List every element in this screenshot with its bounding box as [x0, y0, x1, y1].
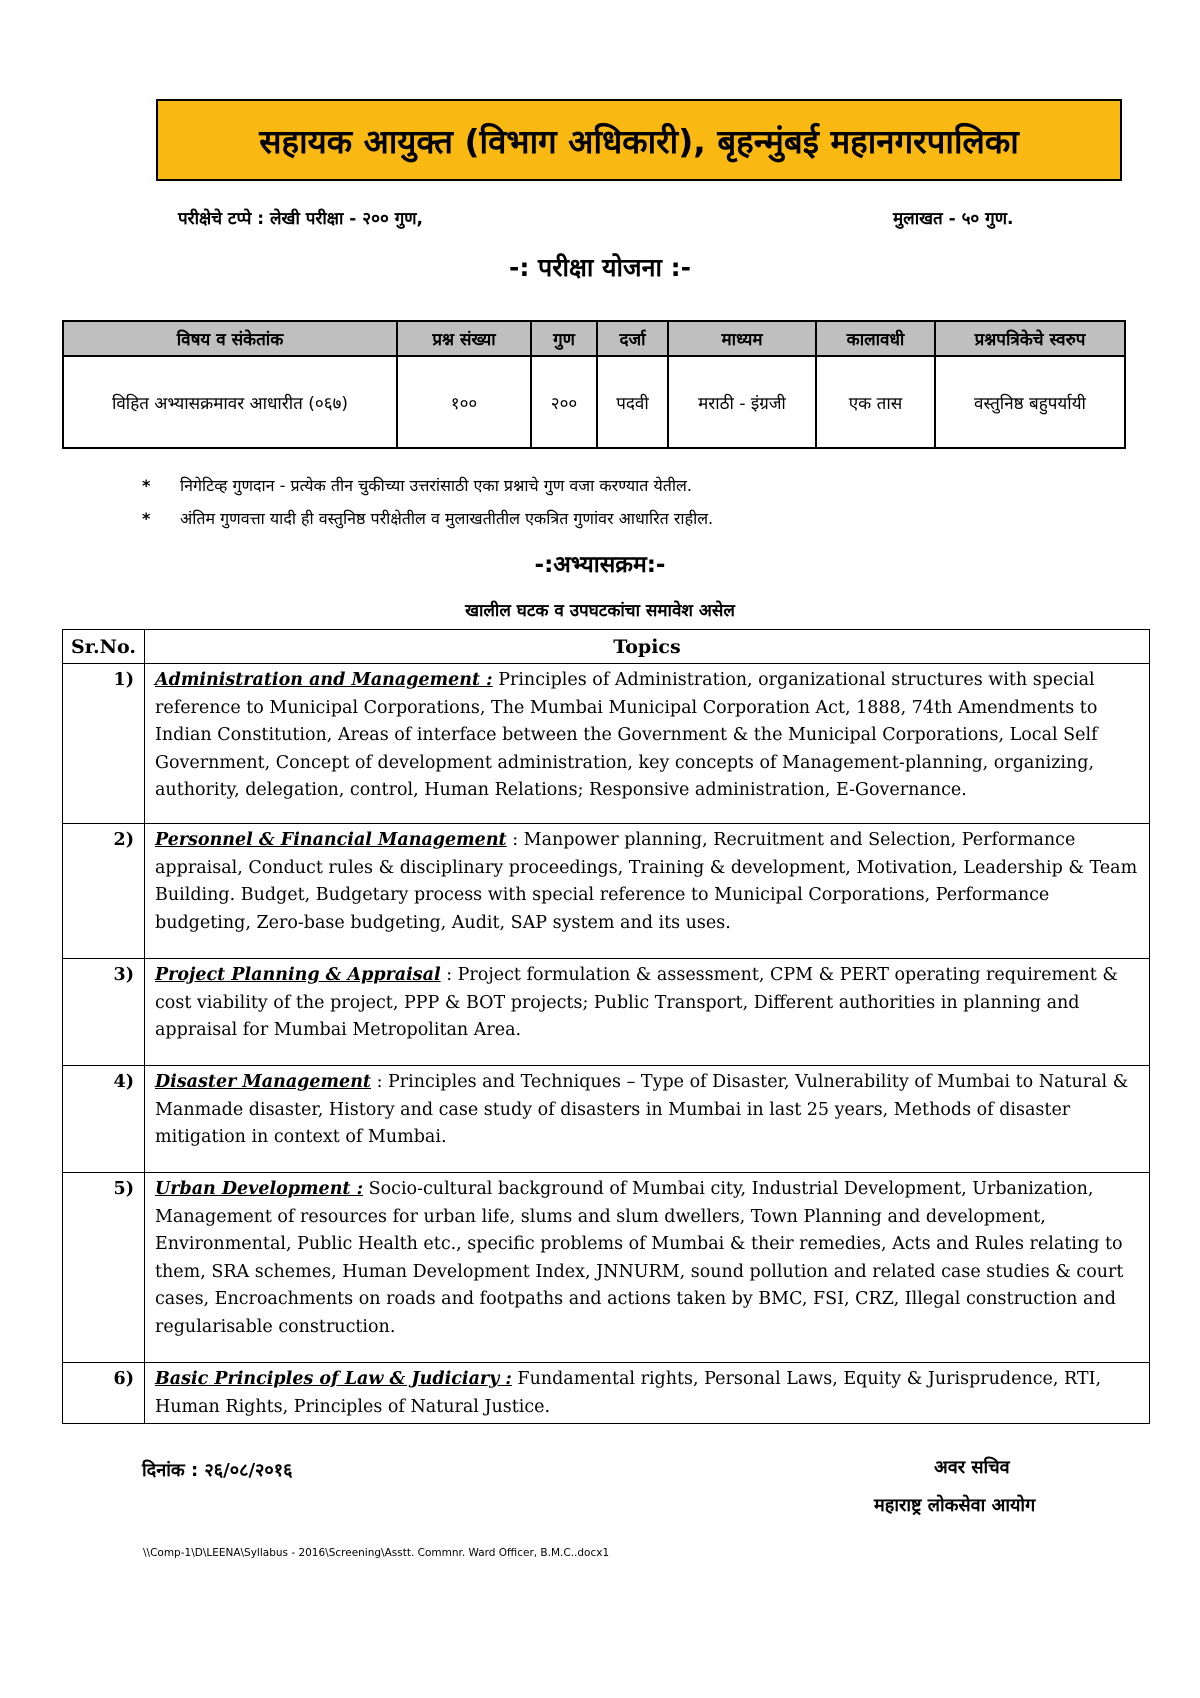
topic-title: Disaster Management: [155, 1072, 371, 1092]
scheme-cell-standard: पदवी: [597, 356, 668, 448]
syllabus-header-row: [63, 630, 1150, 664]
topic-text: : Principles and Techniques – Type of Disaster, Vulnerability of Mumbai to Natural & Manmade disaster, History and case study of disasters in Mumbai in last 25 years, Methods of disaster mitigation in context of Mumbai.: [155, 1072, 1129, 1147]
row-srno: 6): [63, 1363, 145, 1424]
scheme-header-standard: दर्जा: [597, 321, 668, 356]
syllabus-table: [62, 629, 1150, 1424]
topic-title: Administration and Management :: [155, 670, 493, 690]
scheme-cell-subject: विहित अभ्यासक्रमावर आधारीत (०६७): [63, 356, 397, 448]
topic-title: Urban Development :: [155, 1179, 364, 1199]
scheme-header-medium: माध्यम: [668, 321, 816, 356]
row-topic: [145, 664, 1150, 824]
row-srno: 1): [63, 664, 145, 824]
note-bullet: *: [142, 509, 151, 528]
topic-text: Fundamental rights, Personal Laws, Equity & Jurisprudence, RTI, Human Rights, Principles of Natural Justice.: [155, 1369, 1102, 1417]
scheme-header-marks: गुण: [531, 321, 597, 356]
row-topic: [145, 959, 1150, 1066]
topic-text: Principles of Administration, organizational structures with special reference to Municipal Corporations, The Mumbai Municipal Corporation Act, 1888, 74th Amendments to Indian Constitution, Areas of interface between the Government & the Municipal Corporations, Local Self Government, Concept of development administration, key concepts of Management-planning, organizing, authority, delegation, control, Human Relations; Responsive administration, E-Governance.: [155, 670, 1098, 800]
scheme-cell-marks: २००: [531, 356, 597, 448]
scheme-header-subject: विषय व संकेतांक: [63, 321, 397, 356]
topic-title: Personnel & Financial Management: [155, 830, 507, 850]
row-topic: [145, 824, 1150, 959]
table-row: [63, 1066, 1150, 1173]
row-srno: 3): [63, 959, 145, 1066]
table-row: [63, 1173, 1150, 1363]
scheme-cell-medium: मराठी - इंग्रजी: [668, 356, 816, 448]
scheme-header-row: [63, 321, 1125, 356]
scheme-data-row: [63, 356, 1125, 448]
row-srno: 2): [63, 824, 145, 959]
scheme-cell-format: वस्तुनिष्ठ बहुपर्यायी: [935, 356, 1125, 448]
exam-scheme-table: [62, 320, 1126, 449]
syllabus-heading: -:अभ्यासक्रम:-: [534, 552, 666, 578]
note-text: निगेटिव्ह गुणदान - प्रत्येक तीन चुकीच्या उत्तरांसाठी एका प्रश्नाचे गुण वजा करण्यात येतील.: [180, 476, 692, 495]
topic-text: Socio-cultural background of Mumbai city, Industrial Development, Urbanization, Management of resources for urban life, slums and slum dwellers, Town Planning and development, Environmental, Public Health etc., specific problems of Mumbai & their remedies, Acts and Rules relating to them, SRA schemes, Human Development Index, JNNURM, sound pollution and related case studies & court cases, Encroachments on roads and footpaths and actions taken by BMC, FSI, CRZ, Illegal construction and regularisable construction.: [155, 1179, 1124, 1337]
scheme-cell-questions: १००: [397, 356, 531, 448]
exam-stages-interview: मुलाखत - ५० गुण.: [893, 209, 1014, 229]
syllabus-subheading: खालील घटक व उपघटकांचा समावेश असेल: [465, 601, 735, 621]
table-row: [63, 1363, 1150, 1424]
scheme-header-duration: कालावधी: [816, 321, 935, 356]
issue-date: दिनांक : २६/०८/२०१६: [142, 1460, 293, 1481]
scheme-heading: -: परीक्षा योजना :-: [508, 253, 692, 282]
scheme-cell-duration: एक तास: [816, 356, 935, 448]
topic-title: Basic Principles of Law & Judiciary :: [155, 1369, 512, 1389]
scheme-header-questions: प्रश्न संख्या: [397, 321, 531, 356]
row-srno: 4): [63, 1066, 145, 1173]
document-title-box: [156, 99, 1122, 181]
note-merit-list: [142, 507, 713, 529]
note-bullet: *: [142, 476, 151, 495]
scheme-header-format: प्रश्नपत्रिकेचे स्वरुप: [935, 321, 1125, 356]
syllabus-header-srno: Sr.No.: [63, 630, 145, 664]
signatory-designation: अवर सचिव: [934, 1457, 1010, 1478]
topic-text: : Project formulation & assessment, CPM & PERT operating requirement & cost viability of the project, PPP & BOT projects; Public Transport, Different authorities in planning and appraisal for Mumbai Metropolitan Area.: [155, 965, 1118, 1040]
file-path: \\Comp-1\D\LEENA\Syllabus - 2016\Screening\Asstt. Commnr. Ward Officer, B.M.C..docx1: [143, 1547, 610, 1559]
note-text: अंतिम गुणवत्ता यादी ही वस्तुनिष्ठ परीक्षेतील व मुलाखतीतील एकत्रित गुणांवर आधारित राहील.: [180, 509, 714, 528]
note-negative-marking: [142, 474, 692, 496]
table-row: [63, 664, 1150, 824]
topic-text: : Manpower planning, Recruitment and Selection, Performance appraisal, Conduct rules & disciplinary proceedings, Training & development, Motivation, Leadership & Team Building. Budget, Budgetary process with special reference to Municipal Corporations, Performance budgeting, Zero-base budgeting, Audit, SAP system and its uses.: [155, 830, 1138, 933]
row-topic: [145, 1173, 1150, 1363]
document-title: सहायक आयुक्त (विभाग अधिकारी), बृहन्मुंबई महानगरपालिका: [259, 121, 1019, 161]
table-row: [63, 959, 1150, 1066]
syllabus-header-topics: Topics: [145, 630, 1150, 664]
row-topic: [145, 1363, 1150, 1424]
row-topic: [145, 1066, 1150, 1173]
table-row: [63, 824, 1150, 959]
topic-title: Project Planning & Appraisal: [155, 965, 441, 985]
row-srno: 5): [63, 1173, 145, 1363]
signatory-office: महाराष्ट्र लोकसेवा आयोग: [874, 1495, 1036, 1516]
exam-stages-written: परीक्षेचे टप्पे : लेखी परीक्षा - २०० गुण,: [178, 209, 424, 229]
